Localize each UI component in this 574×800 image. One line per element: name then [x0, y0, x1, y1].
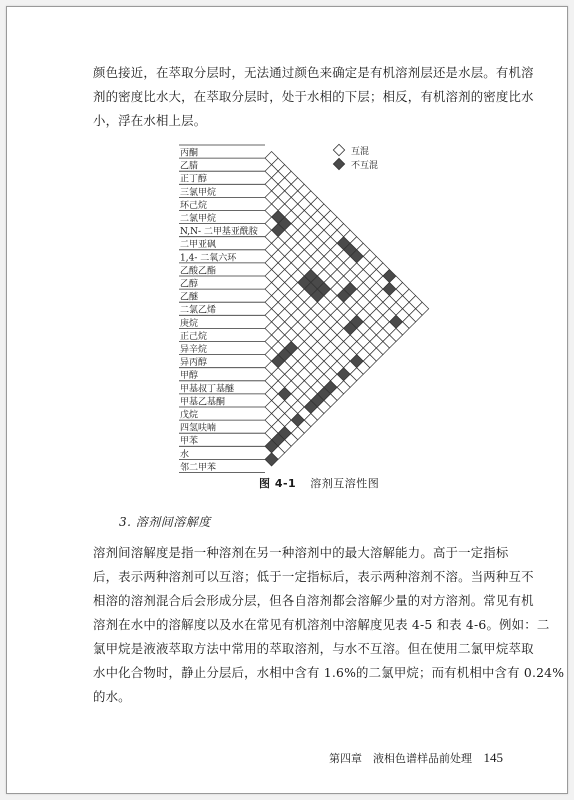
solvent-label: 正丁醇	[180, 174, 208, 185]
body-line: 的水。	[93, 689, 131, 704]
body-line: 后，表示两种溶剂可以互溶；低于一定指标后，表示两种溶剂不溶。当两种互不	[93, 569, 534, 584]
body-line: 氯甲烷是液液萃取方法中常用的萃取溶剂，与水不互溶。但在使用二氯甲烷萃取	[93, 641, 534, 656]
legend-miscible-label: 互混	[351, 147, 370, 157]
solvent-label: 甲苯	[180, 436, 199, 447]
figure-title: 溶剂互溶性图	[310, 477, 380, 490]
solvent-label: 异辛烷	[180, 345, 208, 355]
figure-caption	[259, 475, 379, 491]
miscibility-grid	[265, 152, 429, 466]
solvent-label: 邻二甲苯	[180, 462, 217, 473]
solvent-label: 甲基叔丁基醚	[180, 384, 235, 395]
solvent-label: 乙酸乙酯	[180, 266, 217, 277]
legend-immiscible-swatch	[333, 158, 344, 169]
solvent-label: 四氢呋喃	[180, 423, 217, 434]
solvent-label: 二甲亚砜	[180, 240, 217, 251]
chapter-title: 第四章 液相色谱样品前处理	[329, 752, 472, 765]
solvent-label: 乙腈	[180, 161, 199, 172]
solvent-label: 1,4- 二氧六环	[180, 253, 237, 264]
solvent-labels	[179, 145, 265, 473]
intro-line: 小，浮在水相上层。	[93, 113, 207, 128]
legend-immiscible-label: 不互混	[351, 161, 379, 171]
solvent-label: 庚烷	[180, 318, 199, 329]
body-line: 水中化合物时，静止分层后，水相中含有 1.6%的二氯甲烷；而有机相中含有 0.24%	[93, 665, 565, 680]
figure-number: 图 4-1	[259, 477, 297, 490]
page-number: 145	[483, 750, 503, 765]
solvent-label: 环己烷	[180, 200, 208, 211]
intro-line: 剂的密度比水大，在萃取分层时，处于水相的下层；相反，有机溶剂的密度比水	[93, 89, 534, 104]
legend-miscible-swatch	[333, 144, 344, 155]
solvent-label: 正己烷	[180, 331, 208, 342]
document-page	[6, 6, 568, 794]
body-paragraph	[93, 541, 565, 709]
intro-line: 颜色接近，在萃取分层时，无法通过颜色来确定是有机溶剂层还是水层。有机溶	[93, 65, 534, 80]
solvent-label: 二氯甲烷	[180, 214, 217, 224]
solvent-label: 水	[180, 449, 190, 460]
section-heading: 3. 溶剂间溶解度	[119, 515, 211, 529]
solvent-label: 三氯甲烷	[180, 187, 217, 198]
body-line: 相溶的溶剂混合后会形成分层，但各自溶剂都会溶解少量的对方溶剂。常见有机	[93, 593, 534, 608]
body-line: 溶剂在水中的溶解度以及水在常见有机溶剂中溶解度见表 4-5 和表 4-6。例如：二	[93, 617, 550, 632]
page-footer	[329, 750, 503, 766]
body-line: 溶剂间溶解度是指一种溶剂在另一种溶剂中的最大溶解能力。高于一定指标	[93, 545, 509, 560]
solvent-label: 二氯乙烯	[180, 305, 217, 316]
solvent-label: 异丙醇	[180, 358, 208, 369]
solvent-label: 乙醇	[180, 279, 199, 290]
miscibility-chart	[7, 7, 567, 477]
solvent-label: 乙醚	[180, 292, 199, 303]
solvent-label: 戊烷	[180, 410, 199, 421]
solvent-label: 丙酮	[180, 148, 199, 159]
solvent-label: N,N- 二甲基亚酰胺	[180, 227, 258, 238]
chart-legend	[333, 144, 378, 171]
solvent-label: 甲基乙基酮	[180, 397, 226, 408]
solvent-label: 甲醇	[180, 371, 199, 382]
